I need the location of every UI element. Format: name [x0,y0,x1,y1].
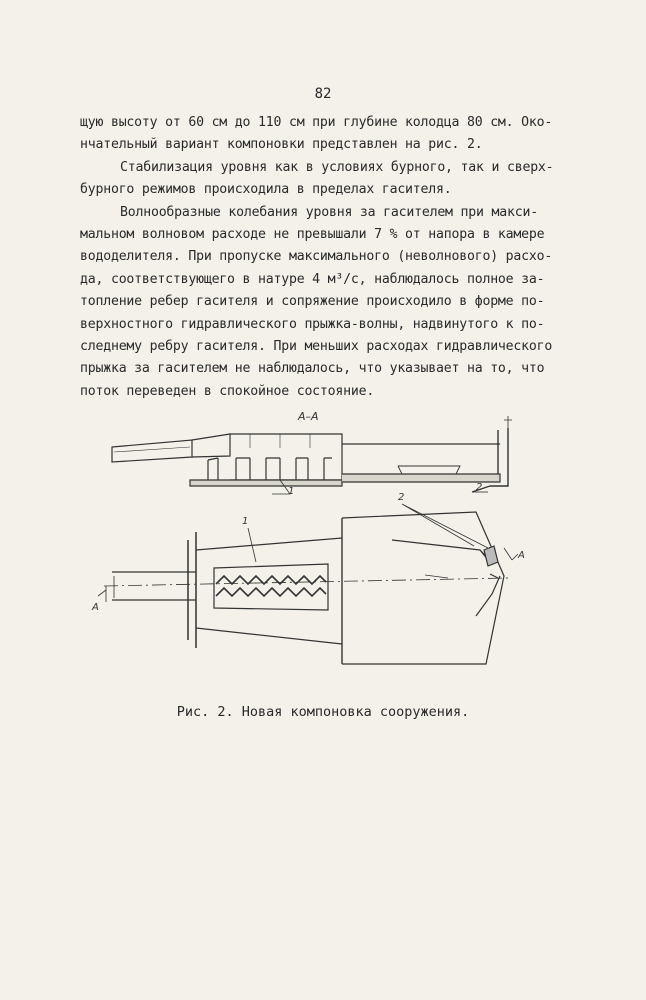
text-line: нчательный вариант компоновки представлен на рис. 2. [80,137,483,153]
plan-view [91,492,525,664]
text-line: да, соответствующего в натуре 4 м³/с, наблюдалось полное за- [80,271,545,287]
section-mark-left: А [92,602,99,613]
page-number: 82 [314,86,332,102]
section-mark-right: А [518,550,525,561]
text-line: Волнообразные колебания уровня за гасителем при макси- [120,204,538,220]
label-1-plan: 1 [242,516,249,527]
text-line: мальном волновом расходе не превышали 7 % от напора в камере [80,227,545,243]
text-line: бурного режимов происходила в пределах гасителя. [80,182,452,198]
label-1-top: 1 [288,486,295,497]
section-label: А–А [298,410,319,423]
figure-caption: Рис. 2. Новая компоновка сооружения. [176,704,470,720]
text-line: щую высоту от 60 см до 110 см при глубине колодца 80 см. Око- [80,115,553,130]
text-line: прыжка за гасителем не наблюдалось, что указывает на то, что [80,361,545,377]
text-line: вододелителя. При пропуске максимального (неволнового) расхо- [80,249,553,265]
label-2-top: 2 [476,482,483,493]
text-line: верхностного гидравлического прыжка-волны, надвинутого к по- [80,316,545,332]
text-line: топление ребер гасителя и сопряжение происходило в форме по- [80,294,545,310]
structure-figure [80,400,540,680]
section-view [112,416,512,497]
text-line: следнему ребру гасителя. При меньших расходах гидравлического [80,339,553,355]
label-2-plan: 2 [398,492,405,503]
body-text [80,112,580,403]
text-line: поток переведен в спокойное состояние. [80,383,375,399]
text-line: Стабилизация уровня как в условиях бурного, так и сверх- [120,159,554,175]
